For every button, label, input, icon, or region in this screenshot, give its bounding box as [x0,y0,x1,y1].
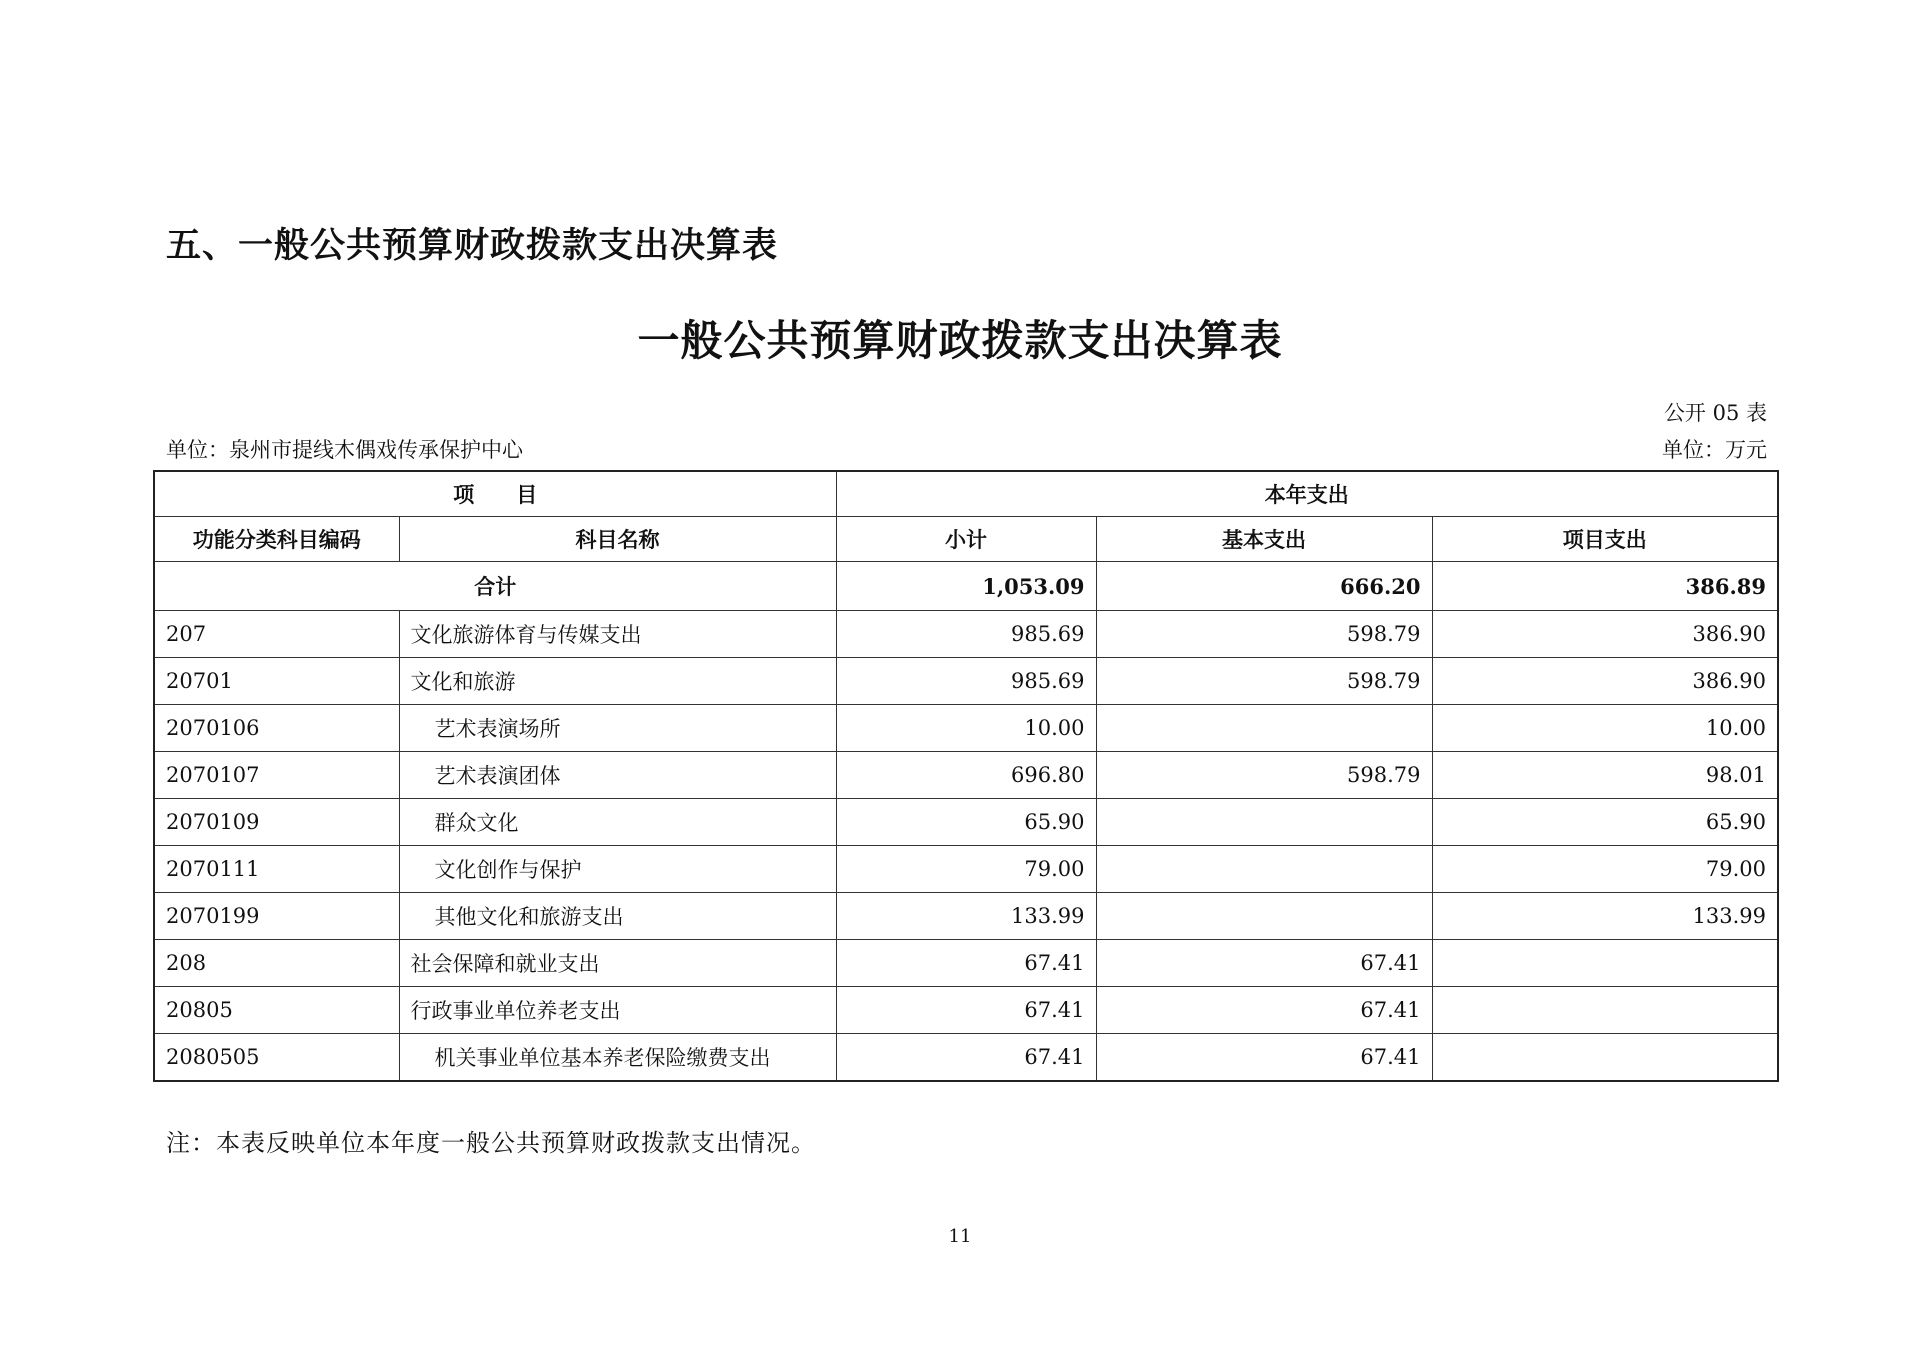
header-subtotal: 小计 [836,517,1096,562]
form-code: 公开 05 表 [1663,401,1767,425]
row-project: 10.00 [1432,705,1778,752]
row-subtotal: 133.99 [836,893,1096,940]
header-current-year: 本年支出 [836,471,1778,517]
row-name: 文化和旅游 [399,658,836,705]
row-name: 其他文化和旅游支出 [399,893,836,940]
table-note: 注：本表反映单位本年度一般公共预算财政拨款支出情况。 [166,1129,816,1157]
row-project [1432,940,1778,987]
page-number: 11 [948,1226,972,1247]
row-name: 艺术表演场所 [399,705,836,752]
row-basic: 67.41 [1096,940,1432,987]
total-row [154,562,1778,611]
header-code: 功能分类科目编码 [154,517,399,562]
row-code: 2070106 [154,705,399,752]
row-subtotal: 67.41 [836,987,1096,1034]
expenditure-table [153,470,1779,1082]
row-project [1432,1034,1778,1082]
header-row-columns [154,517,1778,562]
row-name: 文化旅游体育与传媒支出 [399,611,836,658]
table-row [154,987,1778,1034]
row-basic: 67.41 [1096,987,1432,1034]
row-basic [1096,799,1432,846]
table-row [154,893,1778,940]
row-subtotal: 65.90 [836,799,1096,846]
row-code: 20701 [154,658,399,705]
row-subtotal: 79.00 [836,846,1096,893]
table-row [154,799,1778,846]
row-code: 2070111 [154,846,399,893]
header-project-exp: 项目支出 [1432,517,1778,562]
table-row [154,705,1778,752]
row-basic: 598.79 [1096,611,1432,658]
row-subtotal: 985.69 [836,611,1096,658]
row-subtotal: 67.41 [836,1034,1096,1082]
row-basic [1096,705,1432,752]
row-name: 机关事业单位基本养老保险缴费支出 [399,1034,836,1082]
row-name: 社会保障和就业支出 [399,940,836,987]
table-row [154,940,1778,987]
row-name: 艺术表演团体 [399,752,836,799]
table-row [154,1034,1778,1082]
row-basic [1096,893,1432,940]
header-row-group [154,471,1778,517]
table-title: 一般公共预算财政拨款支出决算表 [637,316,1283,365]
table-row [154,752,1778,799]
total-label: 合计 [154,562,836,611]
table-row [154,658,1778,705]
unit-organization: 单位：泉州市提线木偶戏传承保护中心 [166,438,523,462]
table-row [154,611,1778,658]
row-subtotal: 696.80 [836,752,1096,799]
row-project: 65.90 [1432,799,1778,846]
table-row [154,846,1778,893]
total-basic: 666.20 [1096,562,1432,611]
row-basic: 67.41 [1096,1034,1432,1082]
header-project: 项 目 [154,471,836,517]
header-name: 科目名称 [399,517,836,562]
section-heading: 五、一般公共预算财政拨款支出决算表 [166,226,779,266]
row-code: 2070199 [154,893,399,940]
row-project: 98.01 [1432,752,1778,799]
total-project: 386.89 [1432,562,1778,611]
row-code: 2070109 [154,799,399,846]
row-name: 文化创作与保护 [399,846,836,893]
row-project: 386.90 [1432,658,1778,705]
row-project [1432,987,1778,1034]
row-basic: 598.79 [1096,658,1432,705]
row-code: 2070107 [154,752,399,799]
row-subtotal: 67.41 [836,940,1096,987]
row-subtotal: 10.00 [836,705,1096,752]
unit-currency: 单位：万元 [1662,438,1767,462]
row-code: 208 [154,940,399,987]
row-basic: 598.79 [1096,752,1432,799]
row-basic [1096,846,1432,893]
row-project: 386.90 [1432,611,1778,658]
header-basic: 基本支出 [1096,517,1432,562]
row-name: 群众文化 [399,799,836,846]
row-code: 2080505 [154,1034,399,1082]
row-code: 20805 [154,987,399,1034]
row-subtotal: 985.69 [836,658,1096,705]
total-subtotal: 1,053.09 [836,562,1096,611]
row-name: 行政事业单位养老支出 [399,987,836,1034]
row-project: 79.00 [1432,846,1778,893]
row-project: 133.99 [1432,893,1778,940]
row-code: 207 [154,611,399,658]
